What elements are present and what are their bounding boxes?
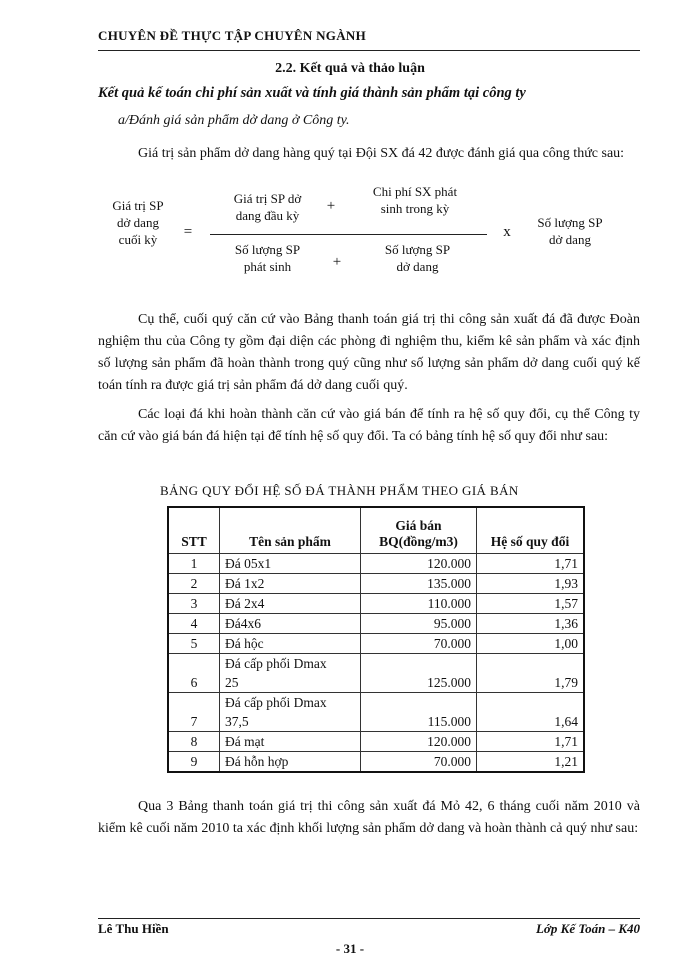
paragraph-intro: Giá trị sản phẩm dở dang hàng quý tại Đội SX đá 42 được đánh giá qua công thức sau: bbox=[138, 146, 625, 161]
footer-class: Lớp Kế Toán – K40 bbox=[535, 921, 640, 936]
table-row bbox=[168, 693, 584, 732]
col-header-stt: STT bbox=[168, 507, 220, 554]
footer-divider bbox=[98, 918, 640, 919]
formula-den1-line: Số lượng SP bbox=[234, 242, 301, 257]
cell-stt: 6 bbox=[168, 654, 220, 693]
formula-rhs bbox=[520, 214, 620, 248]
item-heading: a/Đánh giá sản phẩm dở dang ở Công ty. bbox=[118, 113, 350, 128]
formula-numerator-1 bbox=[215, 190, 320, 224]
table-row bbox=[168, 732, 584, 752]
table-row bbox=[168, 594, 584, 614]
cell-stt: 5 bbox=[168, 634, 220, 654]
col-header-price-line: Giá bán bbox=[395, 518, 442, 533]
cell-coef: 1,00 bbox=[477, 634, 585, 654]
formula-num1-line: dang đầu kỳ bbox=[235, 208, 300, 223]
section-heading: 2.2. Kết quả và thảo luận bbox=[275, 61, 425, 76]
cell-name: Đá mạt bbox=[220, 732, 361, 752]
cell-price: 110.000 bbox=[361, 594, 477, 614]
cell-price: 70.000 bbox=[361, 634, 477, 654]
cell-name: Đá 1x2 bbox=[220, 574, 361, 594]
formula-plus-top: + bbox=[326, 198, 336, 214]
cell-name: Đá 2x4 bbox=[220, 594, 361, 614]
formula-rhs-line: dở dang bbox=[549, 232, 591, 247]
paragraph-coefficient: Các loại đá khi hoàn thành căn cứ vào giá bán để tính ra hệ số quy đổi, cụ thể Công ty căn cứ vào giá bán đá hiện tại để tính hệ số quy đổi. Ta có bảng tính hệ số quy đổi như sau: bbox=[98, 407, 640, 444]
paragraph-conclusion: Qua 3 Bảng thanh toán giá trị thi công sản xuất đá Mỏ 42, 6 tháng cuối năm 2010 và kiểm kê cuối năm 2010 ta xác định khối lượng sản phẩm dở dang và hoàn thành cả quý như sau: bbox=[98, 799, 640, 836]
cell-coef: 1,64 bbox=[477, 693, 585, 732]
running-header: CHUYÊN ĐỀ THỰC TẬP CHUYÊN NGÀNH bbox=[98, 28, 366, 43]
cell-coef: 1,71 bbox=[477, 732, 585, 752]
col-header-name: Tên sản phẩm bbox=[220, 507, 361, 554]
formula-equals: = bbox=[183, 224, 193, 240]
formula-lhs-line: dở dang bbox=[117, 215, 159, 230]
table-title: BẢNG QUY ĐỔI HỆ SỐ ĐÁ THÀNH PHẨM THEO GIÁ BÁN bbox=[160, 483, 519, 498]
cell-stt: 4 bbox=[168, 614, 220, 634]
paragraph-detail: Cụ thể, cuối quý căn cứ vào Bảng thanh toán giá trị thi công sản xuất đá đã được Đoàn nghiệm thu của Công ty gồm đại diện các phòng đi nghiệm thu, kiểm kê sản phẩm và xác định số lượng sản phẩm đã hoàn thành trong quý cũng như số lượng sản phẩm dở dang cuối quý kế toán tính ra được giá trị sản phẩm đá dở dang cuối quý. bbox=[98, 312, 640, 393]
cell-price: 135.000 bbox=[361, 574, 477, 594]
table-row bbox=[168, 654, 584, 693]
cell-stt: 8 bbox=[168, 732, 220, 752]
formula-num2-line: sinh trong kỳ bbox=[380, 201, 450, 216]
header-divider bbox=[98, 50, 640, 51]
table-row bbox=[168, 614, 584, 634]
cell-stt: 3 bbox=[168, 594, 220, 614]
cell-stt: 9 bbox=[168, 752, 220, 773]
cell-name-line: Đá cấp phối Dmax bbox=[225, 656, 327, 671]
cell-price: 95.000 bbox=[361, 614, 477, 634]
cell-name: Đá hỗn hợp bbox=[220, 752, 361, 773]
cell-name-line: Đá cấp phối Dmax bbox=[225, 695, 327, 710]
formula-den1-line: phát sinh bbox=[243, 259, 292, 274]
page-number: - 31 - bbox=[335, 941, 365, 956]
cell-coef: 1,79 bbox=[477, 654, 585, 693]
cell-name-line: 37,5 bbox=[225, 714, 249, 729]
formula-fraction-bar bbox=[210, 234, 487, 235]
col-header-price bbox=[361, 507, 477, 554]
cell-coef: 1,57 bbox=[477, 594, 585, 614]
cell-price: 115.000 bbox=[361, 693, 477, 732]
formula-den2-line: Số lượng SP bbox=[384, 242, 451, 257]
formula-rhs-line: Số lượng SP bbox=[537, 215, 603, 230]
cell-coef: 1,36 bbox=[477, 614, 585, 634]
formula-lhs-line: Giá trị SP bbox=[112, 198, 164, 213]
cell-name bbox=[220, 693, 361, 732]
table-row bbox=[168, 574, 584, 594]
sub-heading: Kết quả kế toán chi phí sản xuất và tính giá thành sản phẩm tại công ty bbox=[98, 85, 526, 101]
cell-stt: 1 bbox=[168, 554, 220, 574]
formula-lhs-line: cuối kỳ bbox=[118, 232, 158, 247]
cell-price: 120.000 bbox=[361, 554, 477, 574]
col-header-coef: Hệ số quy đổi bbox=[477, 507, 585, 554]
formula-num1-line: Giá trị SP dở bbox=[233, 191, 302, 206]
cell-price: 125.000 bbox=[361, 654, 477, 693]
formula-numerator-2 bbox=[355, 183, 475, 217]
formula-num2-line: Chi phí SX phát bbox=[372, 184, 458, 199]
cell-name-line: 25 bbox=[225, 675, 239, 690]
table-row bbox=[168, 554, 584, 574]
cell-coef: 1,93 bbox=[477, 574, 585, 594]
formula-plus-bottom: + bbox=[332, 254, 342, 270]
cell-coef: 1,71 bbox=[477, 554, 585, 574]
table-header-row bbox=[168, 507, 584, 554]
cell-name: Đá4x6 bbox=[220, 614, 361, 634]
coefficient-table bbox=[167, 506, 585, 773]
cell-price: 70.000 bbox=[361, 752, 477, 773]
cell-name: Đá hộc bbox=[220, 634, 361, 654]
cell-name bbox=[220, 654, 361, 693]
table-row bbox=[168, 752, 584, 773]
formula-den2-line: dở dang bbox=[396, 259, 439, 274]
formula-lhs bbox=[98, 197, 178, 248]
cell-coef: 1,21 bbox=[477, 752, 585, 773]
cell-price: 120.000 bbox=[361, 732, 477, 752]
footer-author: Lê Thu Hiền bbox=[98, 921, 169, 936]
formula-times: x bbox=[503, 224, 511, 240]
formula-denominator-1 bbox=[215, 241, 320, 275]
col-header-price-line: BQ(đồng/m3) bbox=[379, 534, 458, 549]
cell-stt: 2 bbox=[168, 574, 220, 594]
cell-name: Đá 05x1 bbox=[220, 554, 361, 574]
formula-denominator-2 bbox=[360, 241, 475, 275]
table-row bbox=[168, 634, 584, 654]
cell-stt: 7 bbox=[168, 693, 220, 732]
